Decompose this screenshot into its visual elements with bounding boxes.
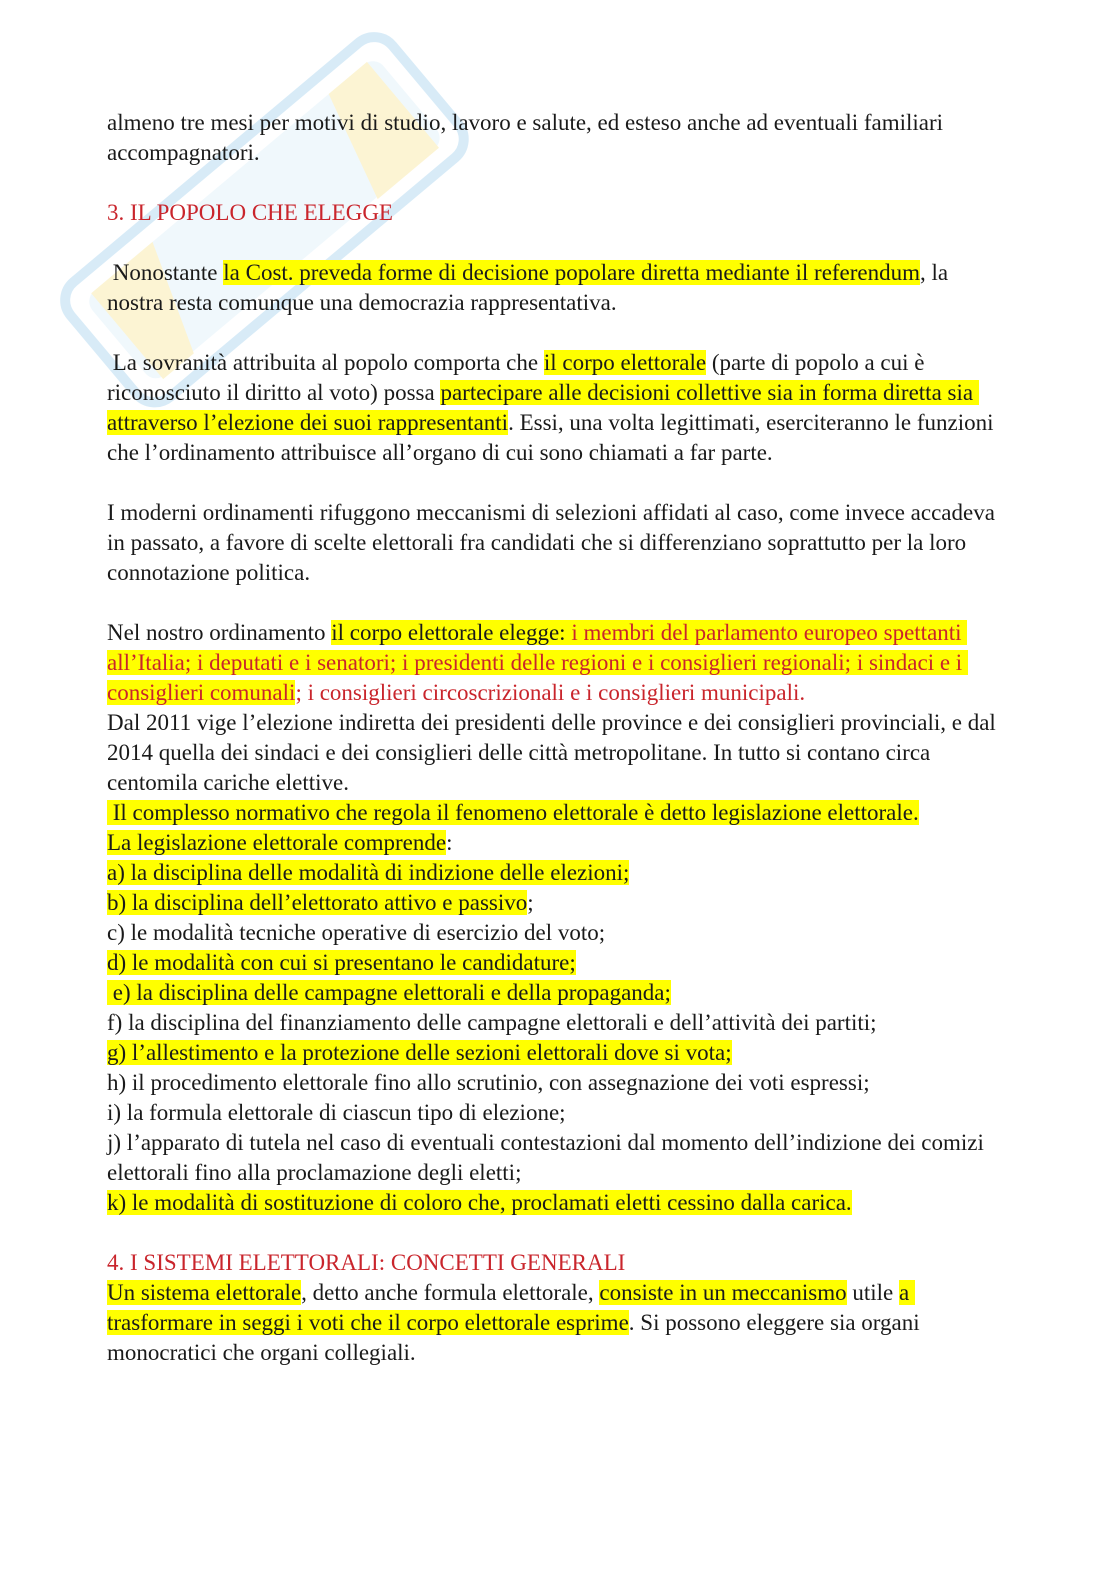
- document-page: [107, 108, 1007, 1368]
- paragraph-legislazione: [107, 798, 1007, 828]
- p8-text-f: . Si possono eleggere sia organi monocratici che organi collegiali.: [107, 1310, 926, 1365]
- list-item-a: [107, 858, 1007, 888]
- list-item-j: j) l’apparato di tutela nel caso di eventuali contestazioni dal momento dell’indizione dei comizi elettorali fino alla proclamazione degli eletti;: [107, 1130, 990, 1185]
- list-a-highlight: a) la disciplina delle modalità di indizione delle elezioni;: [107, 860, 630, 885]
- p1-text-a: Nonostante: [107, 260, 224, 285]
- p4-highlight-red: i membri del parlamento europeo spettanti all’Italia; i deputati e i senatori; i presidenti delle regioni e i consiglieri regionali; i sindaci e i consiglieri comunali: [107, 620, 968, 705]
- list-item-g: [107, 1038, 1007, 1068]
- list-item-b: [107, 888, 1007, 918]
- p8-highlight-1: Un sistema elettorale: [107, 1280, 302, 1305]
- list-item-h: h) il procedimento elettorale fino allo scrutinio, con assegnazione dei voti espressi;: [107, 1070, 870, 1095]
- p6-highlight: Il complesso normativo che regola il fenomeno elettorale è detto legislazione elettorale.: [107, 800, 919, 825]
- paragraph-moderni-ordinamenti: I moderni ordinamenti rifuggono meccanismi di selezioni affidati al caso, come invece accadeva in passato, a favore di scelte elettorali fra candidati che si differenziano soprattutto per la loro connotazione politica.: [107, 500, 1001, 585]
- section-4-heading: 4. I SISTEMI ELETTORALI: CONCETTI GENERALI: [107, 1250, 626, 1275]
- paragraph-elezione-indiretta: Dal 2011 vige l’elezione indiretta dei presidenti delle province e dei consiglieri provinciali, e dal 2014 quella dei sindaci e dei consiglieri delle città metropolitane. In tutto si contano circa centomila cariche elettive.: [107, 710, 1002, 795]
- list-d-highlight: d) le modalità con cui si presentano le candidature;: [107, 950, 576, 975]
- p2-highlight-1: il corpo elettorale: [543, 350, 707, 375]
- p1-text-c: , la nostra resta comunque una democrazia rappresentativa.: [107, 260, 954, 315]
- paragraph-referendum: [107, 258, 1007, 318]
- list-item-i: i) la formula elettorale di ciascun tipo di elezione;: [107, 1100, 566, 1125]
- p8-text-d: utile: [846, 1280, 899, 1305]
- p4-text-red: ; i consiglieri circoscrizionali e i consiglieri municipali.: [295, 680, 806, 705]
- p2-text-c: (parte di popolo a cui è riconosciuto il diritto al voto) possa: [107, 350, 931, 405]
- list-item-d: [107, 948, 1007, 978]
- p4-text-a: Nel nostro ordinamento: [107, 620, 332, 645]
- list-e-highlight: e) la disciplina delle campagne elettorali e della propaganda;: [107, 980, 671, 1005]
- p7-text-b: :: [446, 830, 453, 855]
- list-item-f: f) la disciplina del finanziamento delle campagne elettorali e dell’attività dei partiti;: [107, 1010, 877, 1035]
- p4-highlight: il corpo elettorale elegge:: [331, 620, 572, 645]
- list-b-rest: ;: [527, 890, 534, 915]
- intro-paragraph: almeno tre mesi per motivi di studio, lavoro e salute, ed esteso anche ad eventuali familiari accompagnatori.: [107, 110, 949, 165]
- p1-highlight: la Cost. preveda forme di decisione popolare diretta mediante il referendum: [223, 260, 921, 285]
- paragraph-sovranita: [107, 348, 1007, 468]
- list-g-highlight: g) l’allestimento e la protezione delle sezioni elettorali dove si vota;: [107, 1040, 732, 1065]
- paragraph-corpo-elettorale: [107, 618, 1007, 708]
- list-item-e: [107, 978, 1007, 1008]
- p8-text-b: , detto anche formula elettorale,: [301, 1280, 600, 1305]
- paragraph-comprende: [107, 828, 1007, 858]
- p2-highlight-2: partecipare alle decisioni collettive sia in forma diretta sia attraverso l’elezione dei suoi rappresentanti: [107, 380, 979, 435]
- list-b-highlight: b) la disciplina dell’elettorato attivo e passivo: [107, 890, 528, 915]
- p8-highlight-2: consiste in un meccanismo: [599, 1280, 847, 1305]
- p2-text-a: La sovranità attribuita al popolo comporta che: [107, 350, 544, 375]
- paragraph-sistema-elettorale: [107, 1278, 1007, 1368]
- section-3-heading: 3. IL POPOLO CHE ELEGGE: [107, 200, 393, 225]
- list-item-k: [107, 1188, 1007, 1218]
- list-item-c: c) le modalità tecniche operative di esercizio del voto;: [107, 920, 606, 945]
- p7-highlight: La legislazione elettorale comprende: [107, 830, 447, 855]
- list-k-highlight: k) le modalità di sostituzione di coloro che, proclamati eletti cessino dalla carica.: [107, 1190, 852, 1215]
- p2-text-e: . Essi, una volta legittimati, eserciteranno le funzioni che l’ordinamento attribuisce all’organo di cui sono chiamati a far parte.: [107, 410, 1000, 465]
- p8-highlight-3: a trasformare in seggi i voti che il corpo elettorale esprime: [107, 1280, 915, 1335]
